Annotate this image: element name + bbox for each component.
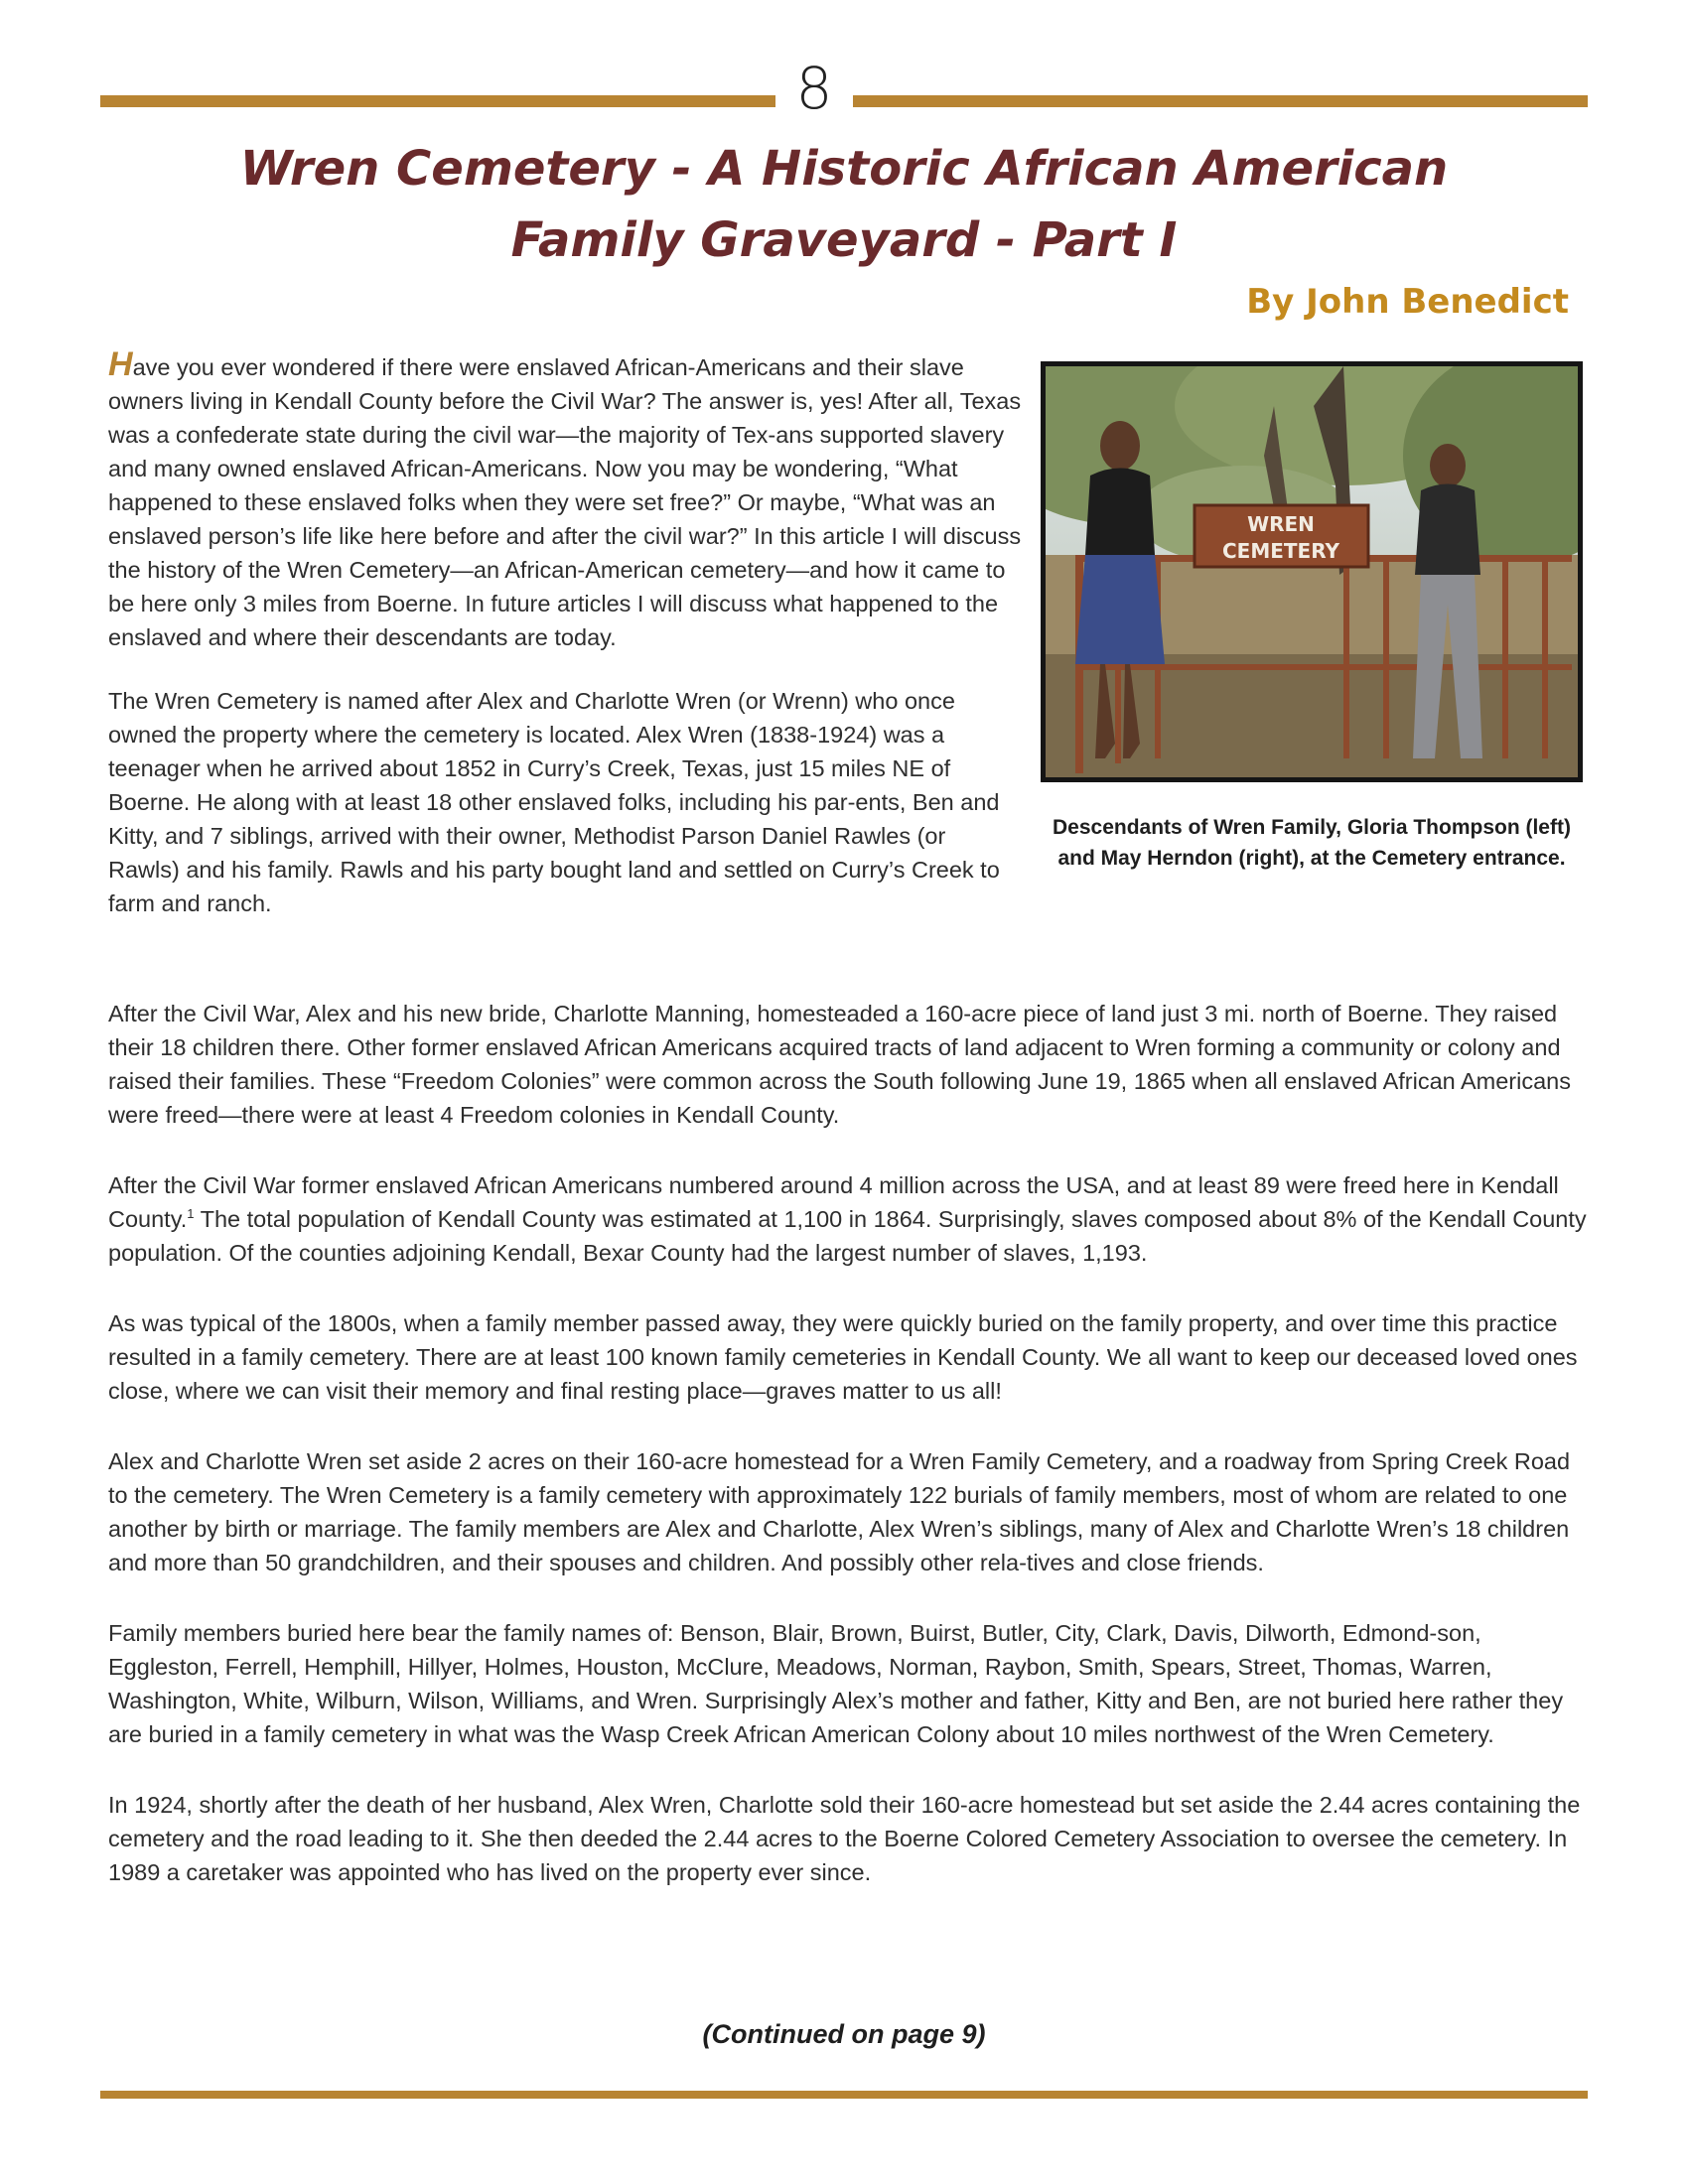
paragraph-6: Alex and Charlotte Wren set aside 2 acres on their 160-acre homestead for a Wren Family Cemetery, and a roadway from Spring Creek Road to the cemetery. The Wren Cemetery is a family cemetery with approximately 122 burials of family members, most of whom are related to one another by birth or marriage. The family members are Alex and Charlotte, Alex Wren’s siblings, many of Alex and Charlotte Wren’s 18 children and more than 50 grandchildren, and their spouses and children. And possibly other rela-tives and close friends. <box>108 1448 1571 1575</box>
paragraph-4-part-b: The total population of Kendall County was estimated at 1,100 in 1864. Surprisingly, slaves composed about 8% of the Kendall County population. Of the counties adjoining Kendall, Bexar County had the largest number of slaves, 1,193. <box>108 1206 1587 1266</box>
continued-note: (Continued on page 9) <box>702 2019 986 2049</box>
intro-paragraph <box>108 347 1022 654</box>
cemetery-photo <box>1041 361 1583 782</box>
drop-cap: H <box>108 345 133 383</box>
page-header <box>100 55 1588 127</box>
paragraph-5: As was typical of the 1800s, when a family member passed away, they were quickly buried on the family property, and over time this practice resulted in a family cemetery. There are at least 100 known family cemeteries in Kendall County. We all want to keep our deceased loved ones close, where we can visit their memory and final resting place—graves matter to us all! <box>108 1310 1578 1404</box>
footer-rule <box>100 2091 1588 2099</box>
intro-text: ave you ever wondered if there were enslaved African-Americans and their slave owners living in Kendall County before the Civil War? The answer is, yes! After all, Texas was a confederate state during the civil war—the majority of Tex-ans supported slavery and many owned enslaved African-Americans. Now you may be wondering, “What happened to these enslaved folks when they were set free?” Or maybe, “What was an enslaved person’s life like here before and after the civil war?” In this article I will discuss the history of the Wren Cemetery—an African-American cemetery—and how it came to be here only 3 miles from Boerne. In future articles I will discuss what happened to the enslaved and where their descendants are today. <box>108 354 1022 650</box>
paragraph-2: The Wren Cemetery is named after Alex and Charlotte Wren (or Wrenn) who once owned the property where the cemetery is located. Alex Wren (1838-1924) was a teenager when he arrived about 1852 in Curry’s Creek, Texas, just 15 miles NE of Boerne. He along with at least 18 other enslaved folks, including his par-ents, Ben and Kitty, and 7 siblings, arrived with their owner, Methodist Parson Daniel Rawles (or Rawls) and his family. Rawls and his party bought land and settled on Curry’s Creek to farm and ranch. <box>108 688 1000 916</box>
cemetery-photo-illustration <box>1046 366 1578 777</box>
sign-text-line-1: WREN <box>1247 512 1315 536</box>
article-title-line-2: Family Graveyard - Part I <box>510 212 1178 268</box>
main-column <box>108 997 1588 1926</box>
intro-column <box>108 347 1022 950</box>
paragraph-4 <box>108 1168 1588 1270</box>
article-title-line-1: Wren Cemetery - A Historic African American <box>239 141 1449 197</box>
paragraph-7: Family members buried here bear the family names of: Benson, Blair, Brown, Buirst, Butler, City, Clark, Davis, Dilworth, Edmond-son, Eggleston, Ferrell, Hemphill, Hillyer, Holmes, Houston, McClure, Meadows, Norman, Raybon, Smith, Spears, Street, Thomas, Warren, Washington, White, Wilburn, Wilson, Williams, and Wren. Surprisingly Alex’s mother and father, Kitty and Ben, are not buried here rather they are buried in a family cemetery in what was the Wasp Creek African American Colony about 10 miles northwest of the Wren Cemetery. <box>108 1620 1564 1747</box>
byline: By John Benedict <box>1246 282 1569 322</box>
footnote-marker: 1 <box>187 1206 195 1222</box>
article-title <box>100 133 1588 276</box>
paragraph-8: In 1924, shortly after the death of her husband, Alex Wren, Charlotte sold their 160-acre homestead but set aside the 2.44 acres containing the cemetery and the road leading to it. She then deeded the 2.44 acres to the Boerne Colored Cemetery Association to oversee the cemetery. In 1989 a caretaker was appointed who has lived on the property ever since. <box>108 1792 1581 1885</box>
paragraph-4-part-a: After the Civil War former enslaved African Americans numbered around 4 million across the USA, and at least 89 were freed here in Kendall County. <box>108 1172 1559 1232</box>
photo-caption: Descendants of Wren Family, Gloria Thompson (left) and May Herndon (right), at the Cemetery entrance. <box>1053 816 1571 870</box>
header-rule-right <box>853 95 1588 107</box>
page-number: 8 <box>795 55 833 122</box>
sign-text-line-2: CEMETERY <box>1222 539 1339 563</box>
header-rule-left <box>100 95 775 107</box>
paragraph-3: After the Civil War, Alex and his new bride, Charlotte Manning, homesteaded a 160-acre piece of land just 3 mi. north of Boerne. They raised their 18 children there. Other former enslaved African Americans acquired tracts of land adjacent to Wren forming a community or colony and raised their families. These “Freedom Colonies” were common across the South following June 19, 1865 when all enslaved African Americans were freed—there were at least 4 Freedom colonies in Kendall County. <box>108 1001 1571 1128</box>
